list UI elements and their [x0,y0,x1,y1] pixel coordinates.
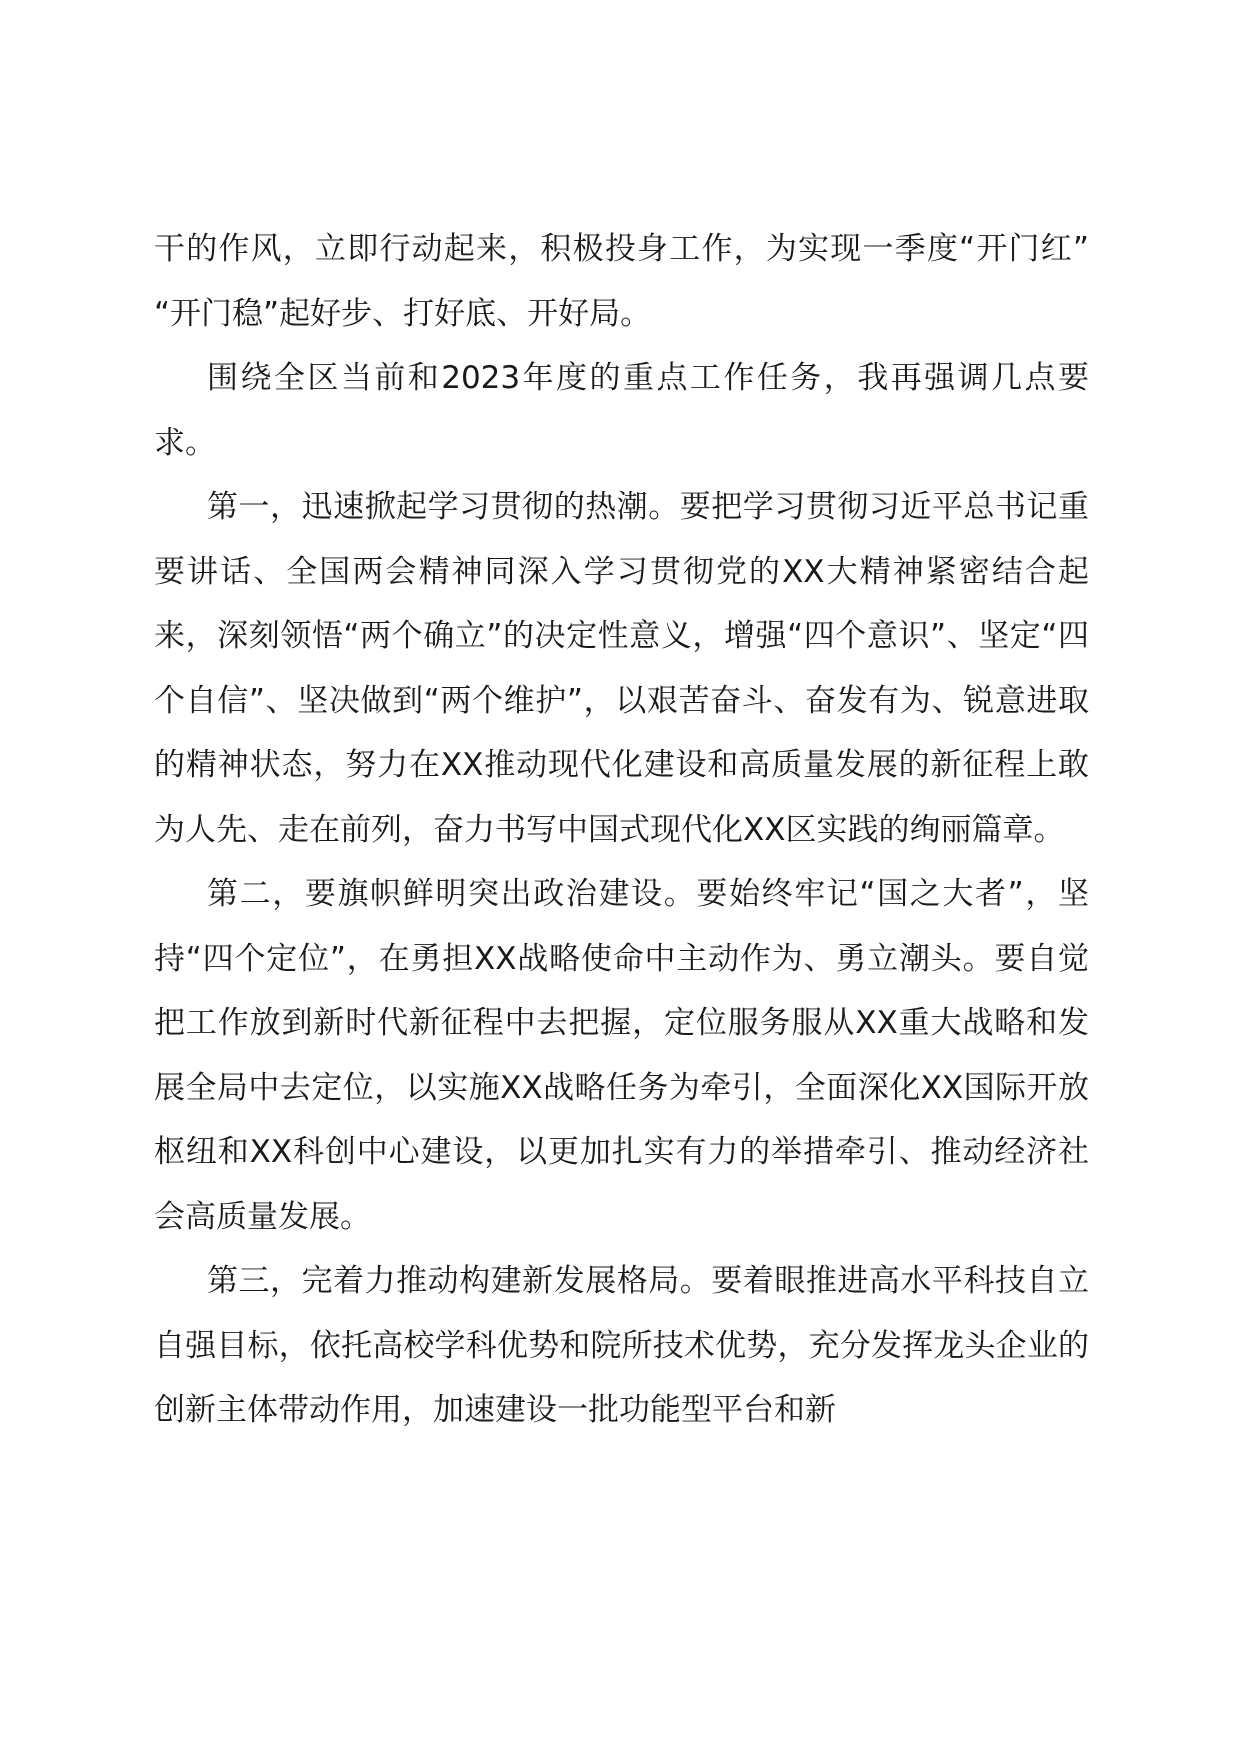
paragraph-1: 干的作风，立即行动起来，积极投身工作，为实现一季度“开门红” “开门稳”起好步、打好底、开好局。 [154,231,1089,332]
paragraph-2: 围绕全区当前和2023年度的重点工作任务，我再强调几点要求。 [154,360,1089,461]
paragraph-3: 第一，迅速掀起学习贯彻的热潮。要把学习贯彻习近平总书记重要讲话、全国两会精神同深入学习贯彻党的XX大精神紧密结合起来，深刻领悟“两个确立”的决定性意义，增强“四个意识”、坚定“四个自信”、坚决做到“两个维护”，以艰苦奋斗、奋发有为、锐意进取的精神状态，努力在XX推动现代化建设和高质量发展的新征程上敢为人先、走在前列，奋力书写中国式现代化XX区实践的绚丽篇章。 [154,489,1089,848]
document-body [154,217,1089,1443]
paragraph-5: 第三，完着力推动构建新发展格局。要着眼推进高水平科技自立自强目标，依托高校学科优势和院所技术优势，充分发挥龙头企业的创新主体带动作用，加速建设一批功能型平台和新 [154,1263,1089,1428]
paragraph-4: 第二，要旗帜鲜明突出政治建设。要始终牢记“国之大者”，坚持“四个定位”，在勇担XX战略使命中主动作为、勇立潮头。要自觉把工作放到新时代新征程中去把握，定位服务服从XX重大战略和发展全局中去定位，以实施XX战略任务为牵引，全面深化XX国际开放枢纽和XX科创中心建设，以更加扎实有力的举措牵引、推动经济社会高质量发展。 [154,876,1089,1235]
